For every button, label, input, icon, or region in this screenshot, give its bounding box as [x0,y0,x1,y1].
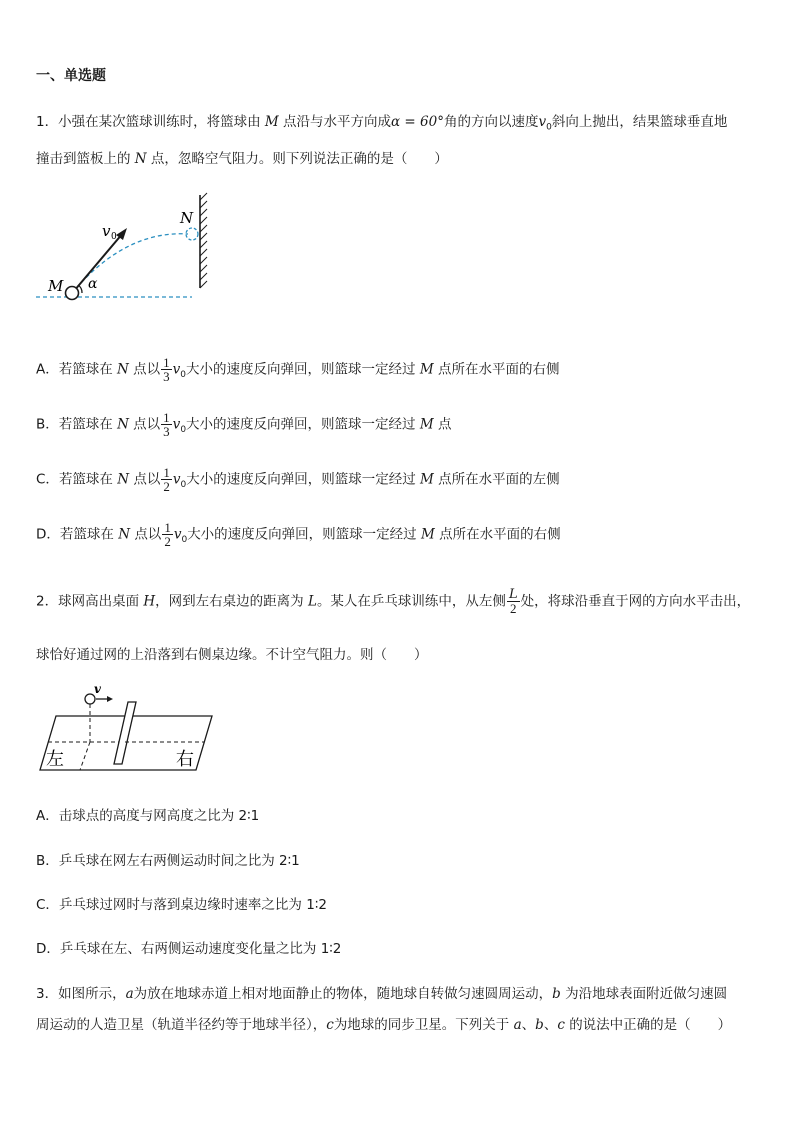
label-m: M [48,277,64,295]
q2-table-figure [36,682,216,776]
fraction [161,356,172,383]
velocity-subscript: 0 [180,425,187,436]
fraction [507,588,520,615]
fraction-numerator: 1 [163,465,170,480]
length-symbol: L [307,593,317,610]
fraction-denominator: 2 [164,534,171,549]
option-letter: D． [36,526,60,543]
label-n: N [180,209,194,227]
q3-line-2 [36,1013,731,1033]
fraction-denominator: 3 [163,369,170,384]
velocity-arrowhead [107,696,113,702]
fraction-denominator: 3 [163,424,170,439]
velocity-symbol: v [172,471,181,488]
label-left: 左 [46,749,64,770]
option-text: 击球点的高度与网高度之比为 2∶1 [58,808,260,824]
point-n-label: N [117,471,130,488]
option-text: 若篮球在 [58,361,113,378]
velocity-subscript: 0 [180,370,187,381]
q1-text: 撞击到篮板上的 [36,151,131,167]
separator: 、 [543,1017,558,1033]
option-text: 点所在水平面的右侧 [437,361,560,378]
q1-basketball-figure [30,190,220,305]
q3-number: 3． [36,986,59,1002]
option-letter: A． [36,808,59,824]
q1-text: 点，忽略空气阻力。则下列说法正确的是（ ） [150,151,448,167]
option-text: 乒乓球过网时与落到桌边缘时速率之比为 1∶2 [58,897,327,913]
label-alpha: α [88,276,98,292]
q2-text: 球网高出桌面 [58,593,140,610]
fraction-numerator: 1 [163,355,170,370]
angle-equation: α = 60° [391,114,444,130]
q3-line-1 [36,982,727,1002]
option-text: 乒乓球在网左右两侧运动时间之比为 2∶1 [58,853,300,869]
label-right: 右 [176,749,194,770]
option-text: 点以 [133,416,161,433]
q2-option-b[interactable] [36,849,300,869]
q1-option-c[interactable] [36,466,560,493]
label-v: v [94,682,101,696]
q2-option-c[interactable] [36,893,327,913]
option-letter: B． [36,416,59,433]
q3-text: 为放在地球赤道上相对地面静止的物体，随地球自转做匀速圆周运动， [133,986,553,1002]
option-letter: C． [36,897,59,913]
option-letter: C． [36,471,59,488]
q1-option-a[interactable] [36,356,559,383]
ball-path-projection [80,742,90,770]
ball-at-m [66,287,79,300]
fraction-numerator: 1 [163,410,170,425]
q2-line-2: 球恰好通过网的上沿落到右侧桌边缘。不计空气阻力。则（ ） [36,647,428,663]
q3-text: 为地球的同步卫星。下列关于 [333,1017,510,1033]
point-n-label: N [118,526,131,543]
q2-option-a[interactable] [36,804,259,824]
q2-text: 处，将球沿垂直于网的方向水平击出， [520,593,751,610]
q1-text: 小强在某次篮球训练时，将篮球由 [58,114,261,130]
label-v: v [102,222,111,240]
point-m-label: M [419,416,434,433]
q1-option-b[interactable] [36,411,451,438]
fraction-denominator: 2 [163,479,170,494]
option-text: 点 [437,416,452,433]
net [114,702,136,764]
option-text: 点所在水平面的右侧 [439,526,561,543]
option-letter: A． [36,361,59,378]
fraction [162,521,173,548]
point-n-label: N [117,416,129,433]
q1-line-1 [36,110,727,133]
option-text: 大小的速度反向弹回，则篮球一定经过 [186,416,416,433]
point-m-label: M [419,361,434,378]
velocity-subscript: 0 [181,535,188,546]
q1-text: 角的方向以速度 [443,114,539,130]
q1-line-2 [36,147,448,167]
section-title: 一、单选题 [36,68,106,84]
object-c-symbol: c [557,1017,565,1033]
velocity-subscript: 0 [546,122,552,133]
object-b-symbol: b [535,1017,544,1033]
velocity-subscript: 0 [180,480,187,491]
option-text: 点所在水平面的左侧 [438,471,560,488]
fraction-numerator: L [508,587,518,602]
option-text: 大小的速度反向弹回，则篮球一定经过 [186,471,416,488]
option-text: 乒乓球在左、右两侧运动速度变化量之比为 1∶2 [59,941,342,957]
separator: 、 [521,1017,536,1033]
option-text: 点以 [134,526,162,543]
velocity-symbol: v [538,114,547,130]
q3-text: 的说法中正确的是（ ） [569,1017,732,1033]
q1-number: 1． [36,114,59,130]
point-m-label: M [420,471,434,488]
q1-text: 斜向上抛出，结果篮球垂直地 [551,114,728,130]
option-text: 若篮球在 [58,416,113,433]
wall-hatching [200,193,207,288]
option-letter: D． [36,941,60,957]
point-m-label: M [264,114,279,130]
q2-text: 。某人在乒乓球训练中，从左侧 [316,593,506,610]
height-symbol: H [143,593,156,610]
q1-option-d[interactable] [36,521,561,548]
object-a-symbol: a [513,1017,522,1033]
object-b-symbol: b [552,986,561,1002]
point-m-label: M [420,526,435,543]
q2-option-d[interactable] [36,937,341,957]
object-a-symbol: a [125,986,134,1002]
q2-number: 2． [36,593,59,610]
fraction-numerator: 1 [164,520,171,535]
q2-line-1 [36,588,750,615]
point-n-label: N [134,151,147,167]
velocity-symbol: v [172,416,181,433]
q3-text: 为沿地球表面附近做匀速圆 [565,986,728,1002]
option-text: 若篮球在 [59,526,114,543]
object-c-symbol: c [326,1017,334,1033]
option-text: 点以 [133,361,161,378]
option-letter: B． [36,853,59,869]
option-text: 若篮球在 [58,471,113,488]
option-text: 点以 [133,471,161,488]
q3-text: 周运动的人造卫星（轨道半径约等于地球半径）， [36,1017,327,1033]
fraction [161,411,172,438]
option-text: 大小的速度反向弹回，则篮球一定经过 [187,526,417,543]
velocity-symbol: v [173,526,182,543]
fraction [161,466,172,493]
option-text: 大小的速度反向弹回，则篮球一定经过 [186,361,416,378]
fraction-denominator: 2 [510,601,517,616]
point-n-label: N [117,361,129,378]
label-v-sub: 0 [111,232,117,242]
q2-text: ，网到左右桌边的距离为 [155,593,304,610]
q1-text: 点沿与水平方向成 [283,114,392,130]
velocity-symbol: v [172,361,181,378]
q3-text: 如图所示， [58,986,126,1002]
